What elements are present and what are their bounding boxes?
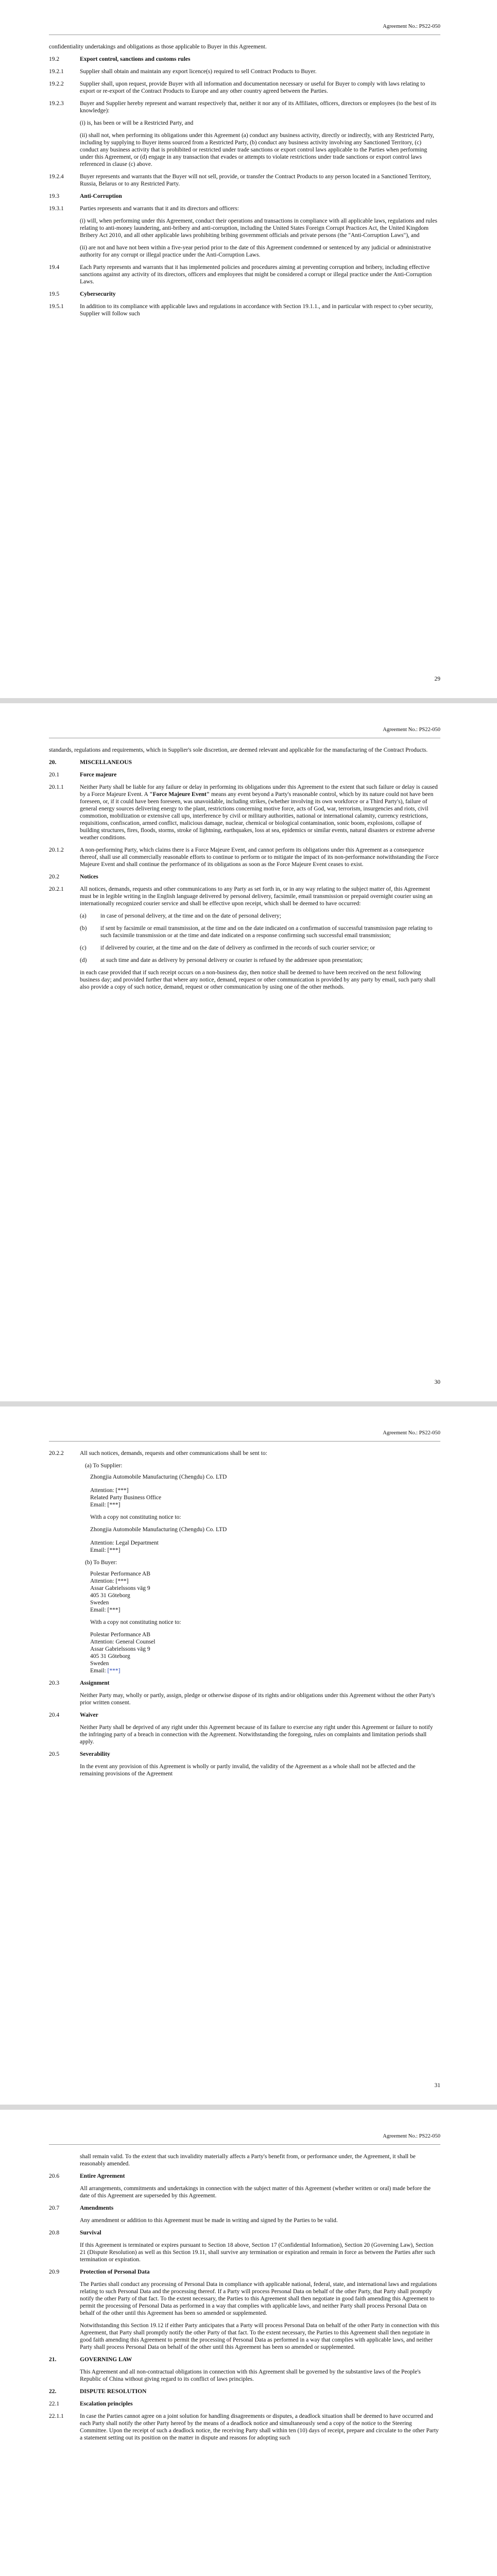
section-20-1-2: 20.1.2 A non-performing Party, which claims there is a Force Majeure Event, and cannot perform its obligations under this Agreement as a consequence thereof, shall use all commercially reasonable efforts to continue to perform or to mitigate the impact of its non-performance notwithstanding the Force Majeure Event and shall continue the performance of its obligations as soon as the Force Majeure Event ceases to exist. — [49, 847, 439, 868]
section-20-7: 20.7 Amendments — [49, 2205, 114, 2211]
section-20-6-text: All arrangements, commitments and undertakings in connection with the subject matter of this Agreement (whether written or oral) made before the date of this Agreement are superseded by this Agreement. — [80, 2185, 431, 2199]
notice-tail: in each case provided that if such receipt occurs on a non-business day, then notice shall be deemed to have been received on the next following business day; and provided further that where any notice, demand, request or other communication is provided by any party by email, such party shall also provide a copy of such notice, demand, request or other communication by using one of the other methods. — [80, 970, 436, 990]
page-32 — [0, 2110, 497, 2576]
section-20-3: 20.3 Assignment — [49, 1680, 110, 1686]
fm-term: "Force Majeure Event" — [149, 791, 210, 798]
agreement-number: Agreement No.: PS22-050 — [49, 1406, 440, 1442]
section-19-2-3-i: (i) is, has been or will be a Restricted Party, and — [80, 120, 194, 126]
list-item-a: (a) in case of personal delivery, at the time and on the date of personal delivery; — [80, 913, 281, 919]
section-19-2-2: 19.2.2 Supplier shall, upon request, provide Buyer with all information and documentation necessary or useful for Buyer to comply with laws relating to export or re-export of the Contract Products to Europe and any other country agreed between the Parties. — [49, 81, 425, 94]
section-20-1: 20.1 Force majeure — [49, 772, 117, 778]
agreement-number: Agreement No.: PS22-050 — [49, 703, 440, 738]
section-19-3: 19.3 Anti-Corruption — [49, 193, 122, 199]
section-21-text: This Agreement and all non-contractual obligations in connection with this Agreement shall be governed by the substantive laws of the People's Republic of China without giving regard to its conflict of laws principles. — [80, 2369, 421, 2382]
section-20-2: 20.2 Notices — [49, 874, 98, 880]
section-20-9: 20.9 Protection of Personal Data — [49, 2269, 150, 2275]
copy-note-buyer: With a copy not constituting notice to: — [90, 1619, 181, 1625]
section-20-6: 20.6 Entire Agreement — [49, 2173, 125, 2179]
list-item-b: (b) if sent by facsimile or email transmission, at the time and on the date indicated on a confirmation of successful transmission page relating to such facsimile transmission or at the time and date indicated on a response confirming such successful email transmission; — [80, 925, 433, 939]
section-19-4: 19.4 Each Party represents and warrants that it has implemented policies and procedures aiming at preventing corruption and bribery, including effective sanctions against any activity of its directors, officers and employees that might be considered a corrupt or illegal practice under the Anti-Corruption Laws. — [49, 264, 432, 285]
section-20-2-1: 20.2.1 All notices, demands, requests and other communications to any Party as set forth in, or in any way relating to the subject matter of, this Agreement must be in legible writing in the English language delivered by personal delivery, facsimile, email transmission or prepaid overnight courier using an internationally recognized courier service and shall be effective upon receipt, which shall be deemed to have occurred: — [49, 886, 433, 907]
section-20-7-text: Any amendment or addition to this Agreement must be made in writing and signed by the Parties to be valid. — [80, 2217, 338, 2224]
intro-text: shall remain valid. To the extent that such invalidity materially affects a Party's benefit from, or performance under, the Agreement, it shall be reasonably amended. — [80, 2154, 416, 2167]
section-20-3-text: Neither Party may, wholly or partly, assign, pledge or otherwise dispose of its rights and/or obligations under this Agreement without the other Party's prior written consent. — [80, 1692, 435, 1706]
section-20-2-2: 20.2.2 All such notices, demands, requests and other communications shall be sent to: — [49, 1450, 267, 1456]
list-item-c: (c) if delivered by courier, at the time and on the date of delivery as confirmed in the records of such courier service; or — [80, 945, 375, 951]
section-19-5: 19.5 Cybersecurity — [49, 291, 116, 297]
buyer-copy-address: Polestar Performance AB Attention: General Counsel Assar Gabrielssons väg 9 405 31 Göteborg Sweden Email: [***] — [90, 1632, 156, 1674]
section-20-5-text: In the event any provision of this Agreement is wholly or partly invalid, the validity of the Agreement as a whole shall not be affected and the remaining provisions of the Agreement — [80, 1764, 416, 1777]
intro-text: standards, regulations and requirements, which in Supplier's sole discretion, are deemed relevant and applicable for the manufacturing of the Contract Products. — [49, 747, 428, 753]
section-22: 22. DISPUTE RESOLUTION — [49, 2388, 147, 2395]
to-supplier-label: (a) To Supplier: — [85, 1463, 123, 1469]
section-22-1: 22.1 Escalation principles — [49, 2401, 133, 2407]
section-20-4: 20.4 Waiver — [49, 1712, 98, 1718]
section-19-2: 19.2 Export control, sanctions and customs rules — [49, 56, 191, 62]
section-19-3-1: 19.3.1 Parties represents and warrants that it and its directors and officers: — [49, 206, 239, 212]
to-buyer-label: (b) To Buyer: — [85, 1560, 117, 1566]
section-20: 20. MISCELLANEOUS — [49, 759, 132, 766]
page-number: 29 — [434, 676, 440, 682]
section-22-1-1: 22.1.1 In case the Parties cannot agree on a joint solution for handling disagreements or disputes, a deadlock situation shall be deemed to have occurred and each Party shall notify the other Party hereof by the means of a deadlock notice and simultaneously send a copy of the notice to the Steering Committee. Upon the receipt of such a deadlock notice, the receiving Party shall within ten (10) days of receipt, prepare and circulate to the other Party a statement setting out its position on the matter in dispute and reasons for adopting such — [49, 2413, 439, 2441]
intro-text: confidentiality undertakings and obligations as those applicable to Buyer in this Agreement. — [49, 44, 267, 50]
section-20-1-1: 20.1.1 Neither Party shall be liable for any failure or delay in performing its obligations under this Agreement to the extent that such failure or delay is caused by a Force Majeure Event. A "Force Majeure Event" means any event beyond a Party's reasonable control, which by its nature could not have been foreseen, or, if it could have been foreseen, was unavoidable, including strikes, (whether involving its own workforce or a Third Party's), failure of general energy sources delivering energy to the plant, restrictions concerning motive force, acts of God, war, terrorism, insurgencies and riots, civil commotion, mobilization or extensive call ups, interference by civil or military authorities, national or international calamity, currency restrictions, requisitions, confiscation, armed conflict, malicious damage, nuclear, chemical or biological contamination, sonic boom, explosions, collapse of building structures, fires, floods, storms, stroke of lightning, earthquakes, loss at sea, epidemics or similar events, natural disasters or extreme adverse weather conditions. — [49, 784, 438, 841]
fm-text-pre: Neither Party shall be liable for any failure or delay in performing its obligations under this Agreement to the extent that such failure or delay is caused by a Force Majeure Event. A — [80, 784, 438, 798]
section-20-8-text: If this Agreement is terminated or expires pursuant to Section 18 above, Section 17 (Confidential Information), Section 20 (Governing Law), Section 21 (Dispute Resolution) as well as this Section 19.11, shall survive any termination or expiration and remain in force as between the Parties after such termination or expiration. — [80, 2242, 436, 2263]
section-19-2-4: 19.2.4 Buyer represents and warrants that the Buyer will not sell, provide, or transfer the Contract Products to any person located in a Sanctioned Territory, Russia, Belarus or to any Restricted Party. — [49, 174, 431, 187]
page-31 — [0, 1406, 497, 2105]
section-20-9-p2: Notwithstanding this Section 19.12 if either Party anticipates that a Party will process Personal Data on behalf of the other Party in connection with this Agreement, that Party shall promptly notify the other Party of that fact. To the extent necessary, the Parties to this Agreement shall then negotiate in good faith amending this Agreement to permit the processing of Personal Data as performed in a way that complies with applicable laws, and neither Party shall process Personal Data on behalf of the other until this Agreement has been so amended or supplemented. — [80, 2323, 439, 2350]
list-item-d: (d) at such time and date as delivery by personal delivery or courier is refused by the addressee upon presentation; — [80, 957, 363, 963]
section-20-9-p1: The Parties shall conduct any processing of Personal Data in compliance with applicable national, federal, state, and international laws and regulations relating to such Personal Data and the processing thereof. If a Party will process Personal Data on behalf of the other Party, that Party shall promptly notify the other Party of that fact. To the extent necessary, the Parties to this Agreement shall then negotiate in good faith amending this Agreement to permit the processing of Personal Data as performed in a way that complies with applicable laws, and neither Party shall process Personal Data on behalf of the other until this Agreement has been so amended or supplemented. — [80, 2281, 437, 2316]
page-30 — [0, 703, 497, 1401]
section-19-3-1-ii: (ii) are not and have not been within a five-year period prior to the date of this Agreement condemned or sentenced by any judicial or administrative authority for any corrupt or illegal practice under the Anti-Corruption Laws. — [80, 245, 431, 258]
section-20-4-text: Neither Party shall be deprived of any right under this Agreement because of its failure to exercise any right under this Agreement or failure to notify the infringing party of a breach in connection with the Agreement. Notwithstanding the foregoing, rules on complaints and limitation periods shall apply. — [80, 1724, 433, 1745]
section-19-2-1: 19.2.1 Supplier shall obtain and maintain any export licence(s) required to sell Contract Products to Buyer. — [49, 69, 317, 75]
page-number: 30 — [434, 1379, 440, 1385]
section-20-5: 20.5 Severability — [49, 1751, 110, 1757]
agreement-number: Agreement No.: PS22-050 — [49, 2110, 440, 2145]
page-number: 31 — [434, 2082, 440, 2089]
copy-note-supplier: With a copy not constituting notice to: — [90, 1514, 181, 1520]
section-19-5-1: 19.5.1 In addition to its compliance with applicable laws and regulations in accordance with Section 19.1.1., and in particular with respect to cyber security, Supplier will follow such — [49, 303, 433, 317]
fm-text-post: means any event beyond a Party's reasonable control, which by its nature could not have been foreseen, or, if it could have been foreseen, was unavoidable, including strikes, (whether involving its own workforce or a Third Party's), failure of general energy sources delivering energy to the plant, restrictions concerning motive force, acts of God, war, terrorism, insurgencies and riots, civil commotion, mobilization or extensive call ups, interference by civil or military authorities, national or international calamity, currency restrictions, requisitions, confiscation, armed conflict, malicious damage, nuclear, chemical or biological contamination, sonic boom, explosions, collapse of building structures, fires, floods, storms, stroke of lightning, earthquakes, loss at sea, epidemics or similar events, natural disasters or extreme adverse weather conditions. — [80, 791, 435, 841]
supplier-address: Zhongjia Automobile Manufacturing (Chengdu) Co. LTD Attention: [***] Related Party Business Office Email: [***] — [90, 1473, 440, 1509]
section-21: 21. GOVERNING LAW — [49, 2357, 132, 2363]
supplier-copy-address: Zhongjia Automobile Manufacturing (Chengdu) Co. LTD Attention: Legal Department Email: [***] — [90, 1527, 227, 1553]
email-link[interactable]: [***] — [107, 1668, 121, 1674]
section-20-8: 20.8 Survival — [49, 2230, 101, 2236]
section-19-2-3: 19.2.3 Buyer and Supplier hereby represent and warrant respectively that, neither it nor any of its Affiliates, officers, directors or employees (to the best of its knowledge): — [49, 100, 437, 114]
supplier-name: Zhongjia Automobile Manufacturing (Chengdu) Co. LTD — [90, 1474, 227, 1480]
page-29 — [0, 0, 497, 698]
buyer-address: Polestar Performance AB Attention: [***] Assar Gabrielssons väg 9 405 31 Göteborg Sweden Email: [***] — [90, 1571, 150, 1613]
section-19-2-3-ii: (ii) shall not, when performing its obligations under this Agreement (a) conduct any business activity, directly or indirectly, with any Restricted Party, including by supplying to Buyer items sourced from a Restricted Party, (b) conduct any business activity involving any Sanctioned Territory, (c) conduct any business activity that is prohibited or restricted under trade sanctions or export control laws applicable to the Parties when performing under this Agreement, or (d) engage in any transaction that evades or attempts to violate restrictions under trade sanctions or export control laws referenced in clause (c) above. — [80, 132, 434, 167]
section-19-3-1-i: (i) will, when performing under this Agreement, conduct their operations and transactions in compliance with all applicable laws, regulations and rules relating to anti-money laundering, anti-bribery and anti-corruption, including the United States Foreign Corrupt Practices Act, the United Kingdom Bribery Act 2010, and all other applicable laws prohibiting bribing government officials and private persons (the "Anti-Corruption Laws"), and — [80, 218, 437, 239]
agreement-number: Agreement No.: PS22-050 — [49, 0, 440, 35]
